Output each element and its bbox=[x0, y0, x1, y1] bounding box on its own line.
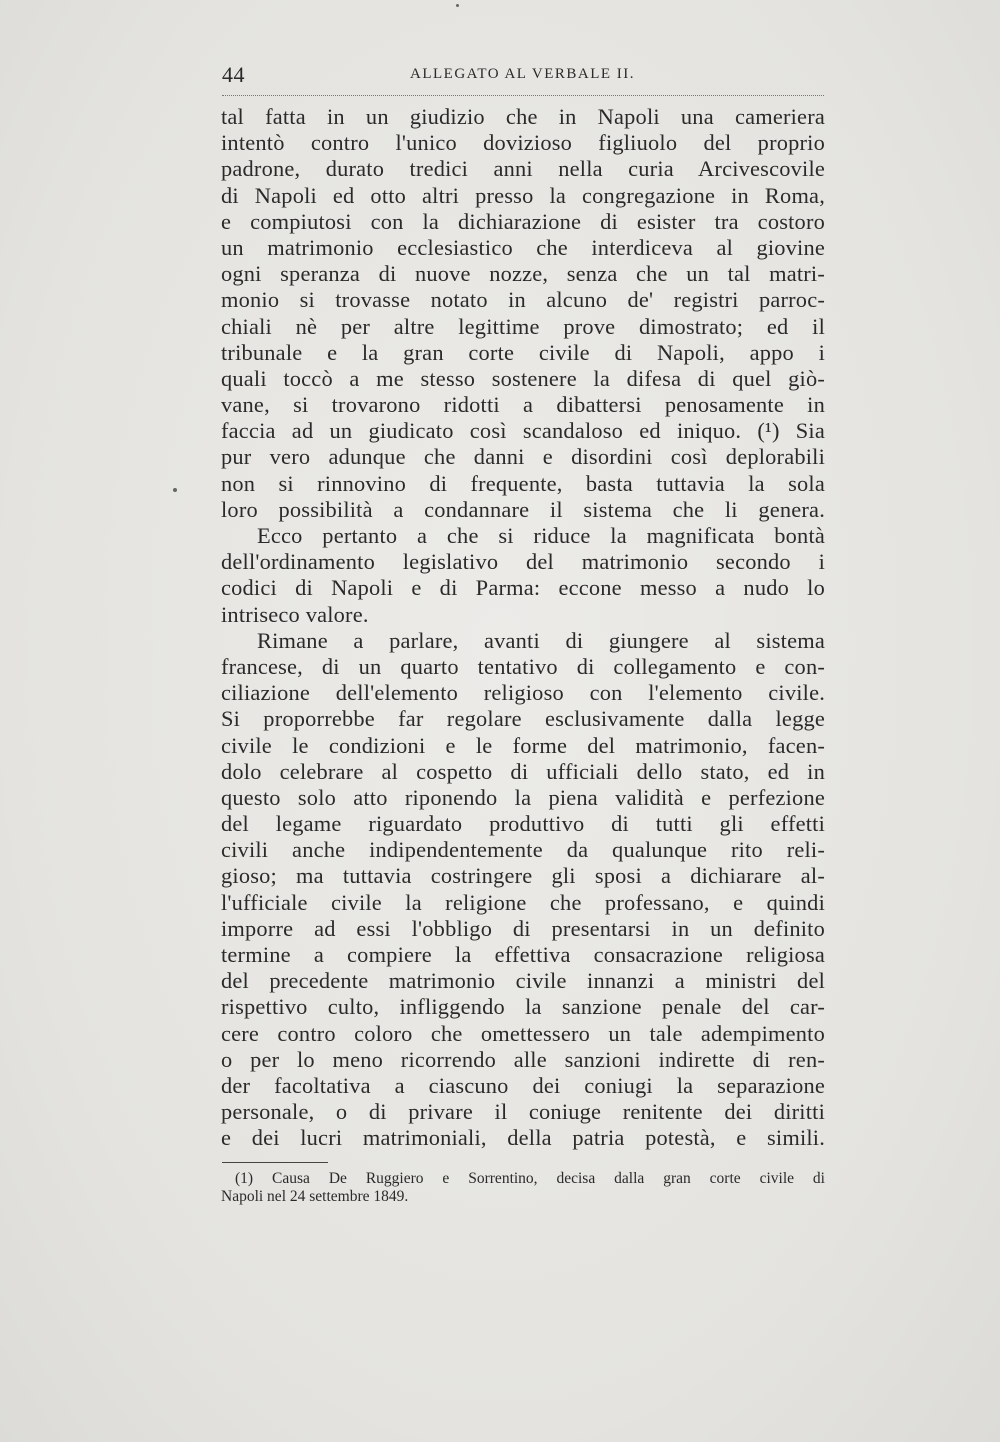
text-line: intriseco valore. bbox=[221, 601, 369, 627]
text-line: intentò contro l'unico dovizioso figliuolo del proprio bbox=[221, 130, 825, 156]
text-line: dolo celebrare al cospetto di ufficiali dello stato, ed in bbox=[221, 758, 825, 784]
text-line: padrone, durato tredici anni nella curia Arcivescovile bbox=[221, 156, 825, 182]
text-line: gioso; ma tuttavia costringere gli sposi a dichiarare al- bbox=[221, 863, 825, 889]
text-line: l'ufficiale civile la religione che professano, e quindi bbox=[221, 889, 825, 915]
text-line: ciliazione dell'elemento religioso con l'elemento civile. bbox=[221, 680, 825, 706]
text-line: non si rinnovino di frequente, basta tuttavia la sola bbox=[221, 470, 825, 496]
text-line: pur vero adunque che danni e disordini così deplorabili bbox=[221, 444, 825, 470]
footnote-line: Napoli nel 24 settembre 1849. bbox=[221, 1188, 409, 1205]
footnote-rule bbox=[222, 1162, 328, 1163]
text-line: e dei lucri matrimoniali, della patria potestà, e simili. bbox=[221, 1125, 825, 1151]
page-header bbox=[222, 62, 822, 92]
text-line: dell'ordinamento legislativo del matrimonio secondo i bbox=[221, 549, 825, 575]
paper-speck bbox=[173, 488, 177, 492]
text-line: der facoltativa a ciascuno dei coniugi la separazione bbox=[221, 1072, 825, 1098]
text-line: o per lo meno ricorrendo alle sanzioni indirette di ren- bbox=[221, 1046, 825, 1072]
body-text bbox=[221, 104, 825, 1152]
text-line: monio si trovasse notato in alcuno de' registri parroc- bbox=[221, 287, 825, 313]
page-number: 44 bbox=[222, 62, 245, 87]
text-line: vane, si trovarono ridotti a dibattersi penosamente in bbox=[221, 392, 825, 418]
text-line: ogni speranza di nuove nozze, senza che un tal matri- bbox=[221, 261, 825, 287]
text-line: Si proporrebbe far regolare esclusivamente dalla legge bbox=[221, 706, 825, 732]
text-line: imporre ad essi l'obbligo di presentarsi in un definito bbox=[221, 915, 825, 941]
text-line: del precedente matrimonio civile innanzi a ministri del bbox=[221, 968, 825, 994]
text-line: tal fatta in un giudizio che in Napoli una cameriera bbox=[221, 104, 825, 129]
footnotes bbox=[221, 1170, 825, 1206]
running-head: ALLEGATO AL VERBALE II. bbox=[410, 66, 636, 82]
text-line: cere contro coloro che omettessero un tale adempimento bbox=[221, 1020, 825, 1046]
text-line: civile le condizioni e le forme del matrimonio, facen- bbox=[221, 732, 825, 758]
text-line: termine a compiere la effettiva consacrazione religiosa bbox=[221, 942, 825, 967]
text-line: faccia ad un giudicato così scandaloso ed iniquo. (¹) Sia bbox=[221, 418, 825, 444]
text-line: Ecco pertanto a che si riduce la magnificata bontà bbox=[257, 523, 825, 548]
text-line: Rimane a parlare, avanti di giungere al sistema bbox=[257, 627, 825, 653]
footnote-line: (1) Causa De Ruggiero e Sorrentino, decisa dalla gran corte civile di bbox=[235, 1170, 825, 1187]
text-line: loro possibilità a condannare il sistema che li genera. bbox=[221, 496, 825, 522]
text-line: francese, di un quarto tentativo di collegamento e con- bbox=[221, 653, 825, 679]
text-line: quali toccò a me stesso sostenere la difesa di quel giò- bbox=[221, 365, 825, 391]
text-line: questo solo atto riponendo la piena validità e perfezione bbox=[221, 784, 825, 810]
text-line: codici di Napoli e di Parma: eccone messo a nudo lo bbox=[221, 575, 825, 601]
text-line: civili anche indipendentemente da qualunque rito reli- bbox=[221, 837, 825, 863]
text-line: del legame riguardato produttivo di tutti gli effetti bbox=[221, 811, 825, 837]
text-line: di Napoli ed otto altri presso la congregazione in Roma, bbox=[221, 182, 825, 208]
text-line: personale, o di privare il coniuge renitente dei diritti bbox=[221, 1099, 825, 1125]
paper-speck bbox=[456, 4, 459, 7]
text-line: tribunale e la gran corte civile di Napoli, appo i bbox=[221, 339, 825, 365]
text-line: un matrimonio ecclesiastico che interdiceva al giovine bbox=[221, 234, 825, 260]
text-line: rispettivo culto, infliggendo la sanzione penale del car- bbox=[221, 994, 825, 1020]
text-line: chiali nè per altre legittime prove dimostrato; ed il bbox=[221, 313, 825, 339]
header-rule bbox=[222, 95, 824, 96]
text-line: e compiutosi con la dichiarazione di esister tra costoro bbox=[221, 208, 825, 234]
